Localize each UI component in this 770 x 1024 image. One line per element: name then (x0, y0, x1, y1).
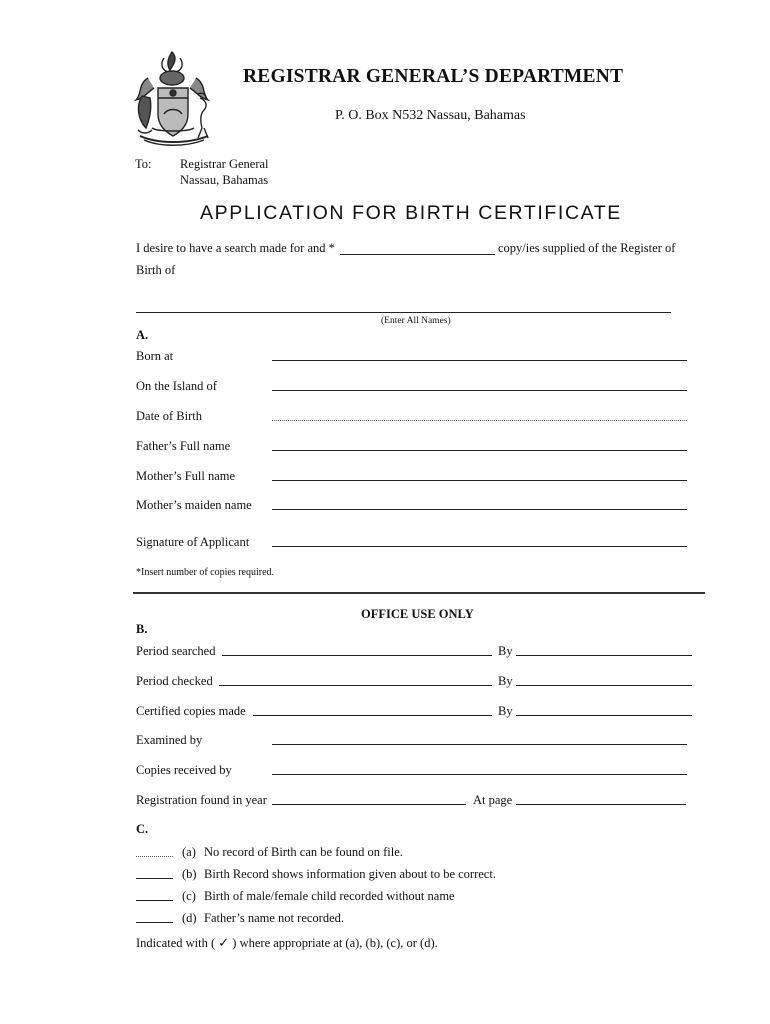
indication-note (136, 936, 438, 951)
mother-maiden-field[interactable] (272, 509, 687, 510)
born-at-field[interactable] (272, 360, 687, 361)
registration-year-label: Registration found in year (136, 793, 267, 807)
office-use-heading: OFFICE USE ONLY (361, 607, 474, 621)
names-hint: (Enter All Names) (381, 316, 451, 326)
copies-field[interactable] (340, 254, 495, 255)
option-b-key: (b) (182, 867, 197, 881)
copies-received-label: Copies received by (136, 763, 232, 777)
option-b-text: Birth Record shows information given about to be correct. (204, 867, 496, 881)
names-field[interactable] (136, 312, 671, 313)
period-checked-field[interactable] (219, 685, 492, 686)
section-a-label: A. (136, 328, 149, 342)
examined-by-label: Examined by (136, 733, 203, 747)
mother-name-label: Mother’s Full name (136, 469, 236, 483)
option-c-text: Birth of male/female child recorded without name (204, 889, 455, 903)
father-name-field[interactable] (272, 450, 687, 451)
check-mark-icon: ✓ (218, 936, 230, 951)
period-searched-by-field[interactable] (516, 655, 692, 656)
option-d-key: (d) (182, 911, 197, 925)
date-of-birth-field[interactable] (272, 420, 687, 421)
period-checked-label: Period checked (136, 674, 213, 688)
signature-field[interactable] (272, 546, 687, 547)
recipient-line-2: Nassau, Bahamas (180, 173, 269, 187)
at-page-field[interactable] (516, 804, 686, 805)
period-checked-by-field[interactable] (516, 685, 692, 686)
option-b-checkbox[interactable] (136, 878, 173, 879)
examined-by-field[interactable] (272, 744, 687, 745)
period-searched-label: Period searched (136, 644, 216, 658)
section-c-label: C. (136, 822, 149, 836)
certified-copies-by-label: By (498, 704, 513, 718)
coat-of-arms-emblem (128, 48, 220, 148)
period-searched-by-label: By (498, 644, 513, 658)
copies-received-field[interactable] (272, 774, 687, 775)
island-label: On the Island of (136, 379, 217, 393)
certified-copies-label: Certified copies made (136, 704, 246, 718)
department-title: REGISTRAR GENERAL’S DEPARTMENT (243, 66, 624, 87)
father-name-label: Father’s Full name (136, 439, 231, 453)
signature-label: Signature of Applicant (136, 535, 250, 549)
section-b-label: B. (136, 622, 148, 636)
registration-year-field[interactable] (272, 804, 466, 805)
option-d-text: Father’s name not recorded. (204, 911, 344, 925)
date-of-birth-label: Date of Birth (136, 409, 202, 423)
mother-maiden-label: Mother’s maiden name (136, 498, 252, 512)
option-c-checkbox[interactable] (136, 900, 173, 901)
option-a-key: (a) (182, 845, 196, 859)
recipient-line-1: Registrar General (180, 157, 269, 171)
option-a-text: No record of Birth can be found on file. (204, 845, 403, 859)
period-checked-by-label: By (498, 674, 513, 688)
born-at-label: Born at (136, 349, 174, 363)
intro-text-3: Birth of (136, 263, 176, 277)
indication-prefix: Indicated with ( (136, 936, 216, 950)
option-c-key: (c) (182, 889, 196, 903)
certified-copies-field[interactable] (253, 715, 492, 716)
certified-copies-by-field[interactable] (516, 715, 692, 716)
intro-text-1: I desire to have a search made for and * (136, 241, 335, 255)
intro-text-2: copy/ies supplied of the Register of (498, 241, 676, 255)
period-searched-field[interactable] (222, 655, 492, 656)
option-a-checkbox[interactable] (136, 856, 173, 857)
department-address: P. O. Box N532 Nassau, Bahamas (335, 108, 526, 123)
section-divider (133, 592, 705, 594)
indication-suffix: ) where appropriate at (a), (b), (c), or (d). (232, 936, 438, 950)
form-title: APPLICATION FOR BIRTH CERTIFICATE (200, 202, 622, 224)
mother-name-field[interactable] (272, 480, 687, 481)
island-field[interactable] (272, 390, 687, 391)
option-d-checkbox[interactable] (136, 922, 173, 923)
to-label: To: (135, 157, 152, 171)
copies-footnote: *Insert number of copies required. (136, 567, 275, 578)
at-page-label: At page (473, 793, 513, 807)
